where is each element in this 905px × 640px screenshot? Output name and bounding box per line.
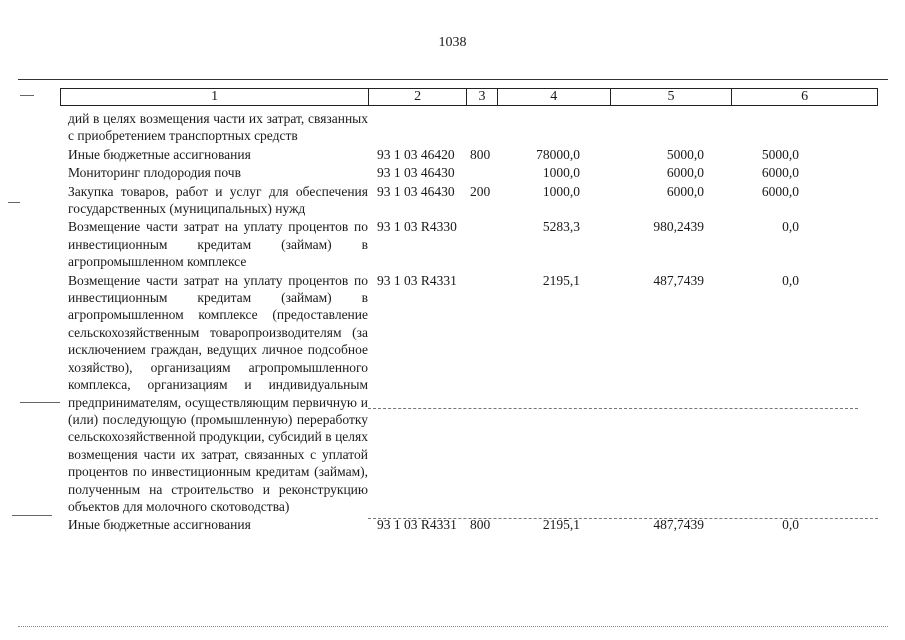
scan-mark — [20, 402, 60, 403]
header-col-1: 1 — [61, 89, 369, 105]
table-row — [60, 218, 878, 270]
table-row — [60, 110, 878, 145]
row-name: Возмещение части затрат на уплату процентов по инвестиционным кредитам (займам) в агропромышленном комплексе — [68, 219, 368, 270]
row-value-col4: 1000,0 — [542, 183, 580, 199]
header-col-2: 2 — [369, 89, 467, 105]
row-code: 93 1 03 46430 — [377, 165, 455, 181]
row-value-col5: 6000,0 — [666, 183, 704, 199]
scan-mark — [20, 95, 34, 96]
row-value-col5: 487,7439 — [653, 517, 704, 533]
table-row — [60, 272, 878, 516]
header-col-3: 3 — [467, 89, 498, 105]
row-value-col5: 487,7439 — [653, 272, 704, 288]
row-value-col4: 78000,0 — [536, 146, 580, 162]
row-vr: 200 — [470, 183, 491, 199]
header-col-4: 4 — [498, 89, 611, 105]
row-code: 93 1 03 46420 — [377, 146, 455, 162]
row-value-col6: 5000,0 — [761, 146, 799, 162]
scan-mark — [8, 202, 20, 203]
row-vr: 800 — [470, 517, 491, 533]
row-value-col6: 0,0 — [782, 272, 799, 288]
header-col-5: 5 — [611, 89, 733, 105]
row-vr: 800 — [470, 146, 491, 162]
row-code: 93 1 03 R4331 — [377, 517, 457, 533]
row-value-col4: 5283,3 — [542, 219, 580, 235]
row-name: Закупка товаров, работ и услуг для обеспечения государственных (муниципальных) нужд — [68, 183, 368, 217]
row-name: Иные бюджетные ассигнования — [68, 517, 251, 533]
row-name: Мониторинг плодородия почв — [68, 165, 241, 181]
row-value-col5: 5000,0 — [666, 146, 704, 162]
table-header — [60, 88, 878, 106]
row-value-col4: 2195,1 — [542, 272, 580, 288]
bottom-rule — [18, 626, 888, 627]
table-row — [60, 183, 878, 218]
row-code: 93 1 03 46430 — [377, 183, 455, 199]
row-value-col6: 0,0 — [782, 219, 799, 235]
top-rule — [18, 79, 888, 80]
row-value-col6: 6000,0 — [761, 165, 799, 181]
table-row — [60, 164, 878, 181]
scan-mark — [12, 515, 52, 516]
table-body — [60, 110, 878, 535]
row-name: дий в целях возмещения части их затрат, связанных с приобретением транспортных средств — [68, 111, 368, 144]
row-value-col6: 6000,0 — [761, 183, 799, 199]
page-number: 1038 — [438, 35, 467, 50]
row-value-col5: 6000,0 — [666, 165, 704, 181]
table-row — [60, 146, 878, 163]
row-code: 93 1 03 R4330 — [377, 219, 457, 235]
row-value-col5: 980,2439 — [653, 219, 704, 235]
header-col-6: 6 — [801, 89, 809, 104]
row-value-col6: 0,0 — [782, 517, 799, 533]
row-name: Иные бюджетные ассигнования — [68, 146, 251, 162]
row-value-col4: 1000,0 — [542, 165, 580, 181]
table-row — [60, 516, 878, 533]
row-value-col4: 2195,1 — [542, 517, 580, 533]
row-name: Возмещение части затрат на уплату процентов по инвестиционным кредитам (займам) в агропромышленном комплексе (предоставление сельскохозяйственным товаропроизводителям (за исключением граждан, ведущих личное подсобное хозяйство), организациям агропромышленного комплекса, организациям и индивидуальным предпринимателям, осуществляющим первичную и (или) последующую (промышленную) переработку сельскохозяйственной продукции, субсидий в целях возмещения части их затрат, связанных с уплатой процентов по инвестиционным кредитам (займам), полученным на строительство и реконструкцию объектов для молочного скотоводства) — [68, 272, 368, 514]
row-code: 93 1 03 R4331 — [377, 272, 457, 288]
